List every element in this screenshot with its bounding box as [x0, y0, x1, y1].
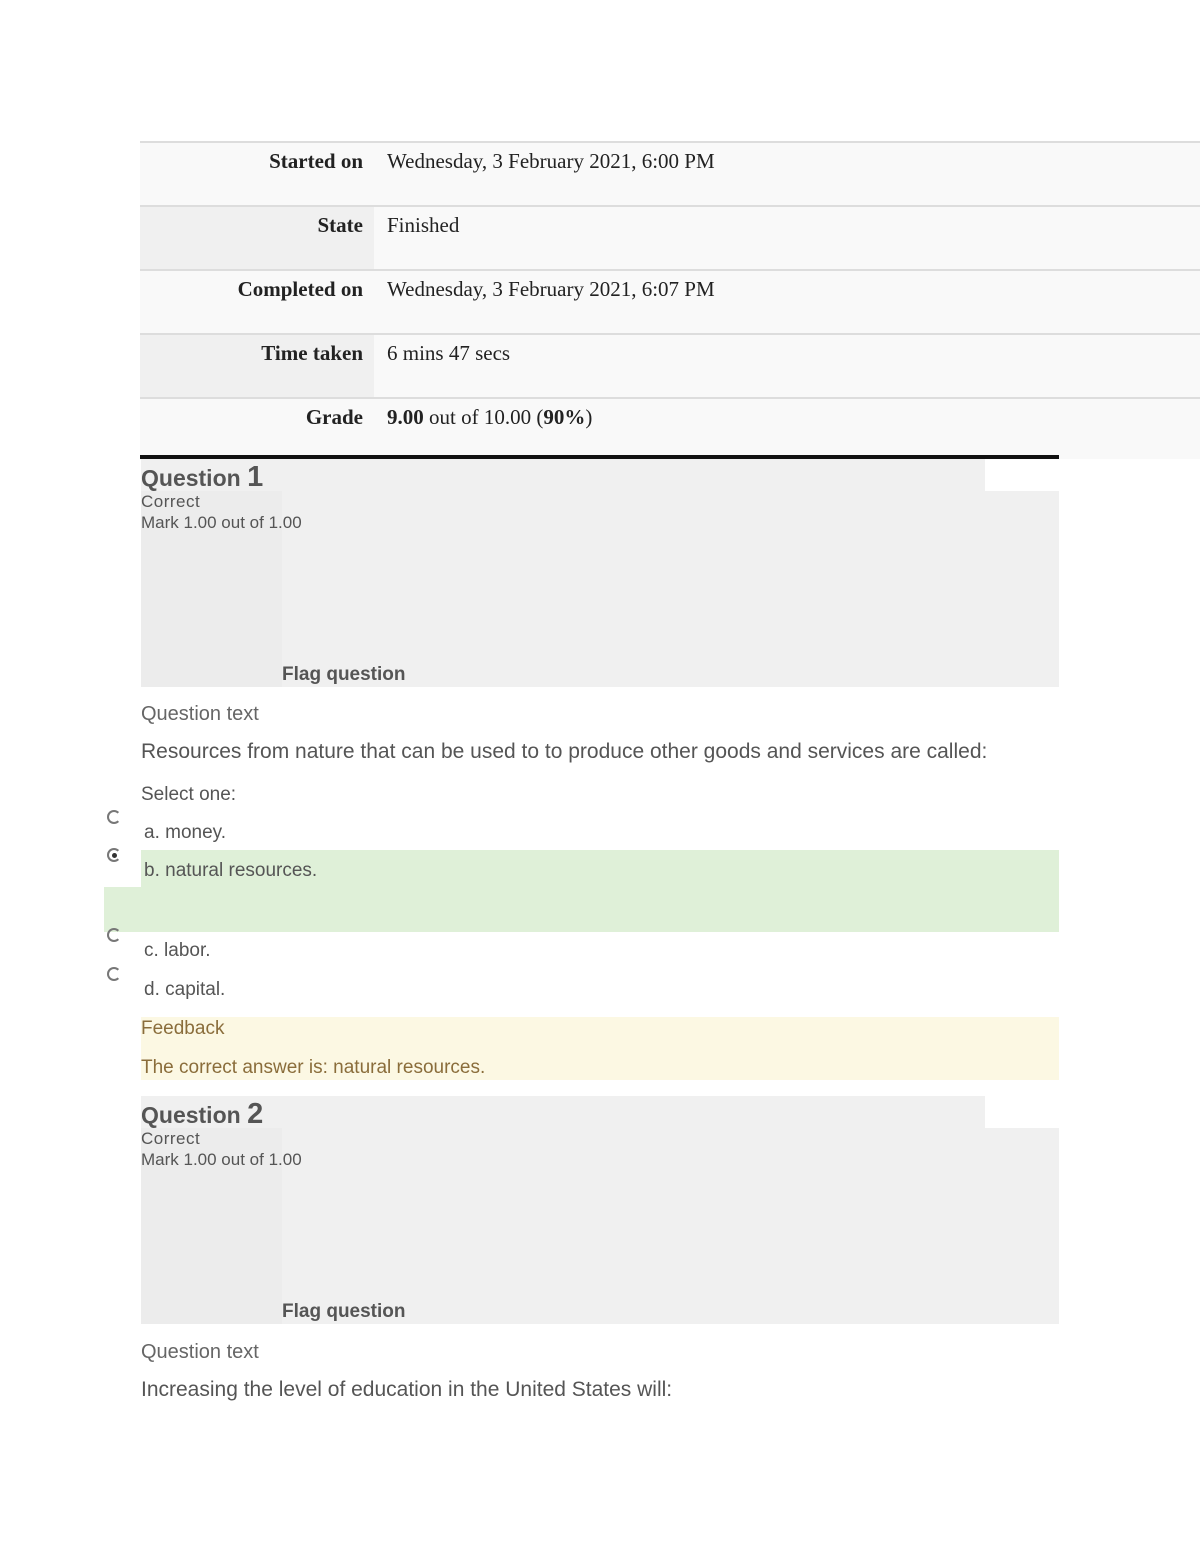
question-state: Correct [141, 1129, 201, 1148]
summary-label: Time taken [261, 341, 363, 365]
grade-percent: 90% [543, 405, 586, 429]
question-title: Question 2 [141, 1098, 264, 1130]
feedback-text: The correct answer is: natural resources. [141, 1057, 486, 1078]
summary-label: Completed on [237, 277, 363, 301]
question-number: 1 [247, 461, 264, 493]
flag-question-link[interactable]: Flag question [282, 664, 406, 685]
answer-label: b. natural resources. [144, 860, 318, 881]
radio-button-checked[interactable] [107, 848, 121, 862]
question-text-label: Question text [141, 1341, 259, 1363]
question-number: 2 [247, 1098, 264, 1130]
grade-score: 9.00 [387, 405, 424, 429]
summary-value: Wednesday, 3 February 2021, 6:00 PM [374, 143, 1200, 205]
attempt-summary-table [140, 141, 1200, 459]
answer-label: d. capital. [144, 979, 226, 1000]
question-text: Increasing the level of education in the United States will: [141, 1378, 673, 1401]
answer-label: c. labor. [144, 940, 211, 961]
question-2-info [141, 1096, 1059, 1324]
question-state: Correct [141, 492, 201, 511]
question-title: Question 1 [141, 461, 264, 493]
summary-label: Started on [269, 149, 363, 173]
question-mark: Mark 1.00 out of 1.00 [141, 1150, 302, 1169]
feedback-heading: Feedback [141, 1018, 225, 1039]
flag-question-link[interactable]: Flag question [282, 1301, 406, 1322]
summary-row-state [140, 205, 1200, 269]
feedback-box [141, 1017, 1059, 1080]
question-mark: Mark 1.00 out of 1.00 [141, 513, 302, 532]
radio-button[interactable] [107, 810, 121, 824]
select-one-label: Select one: [141, 784, 237, 805]
grade-value [374, 399, 1200, 459]
answer-label: a. money. [144, 822, 227, 843]
summary-row-completed [140, 269, 1200, 333]
summary-label: State [317, 213, 363, 237]
summary-value: 6 mins 47 secs [374, 335, 1200, 397]
grade-close: ) [585, 405, 593, 429]
summary-row-started [140, 141, 1200, 205]
summary-row-time-taken [140, 333, 1200, 397]
summary-label: Grade [305, 405, 363, 429]
summary-row-grade [140, 397, 1200, 459]
radio-button[interactable] [107, 967, 121, 981]
question-text-label: Question text [141, 703, 259, 725]
summary-value: Finished [374, 207, 1200, 269]
question-text: Resources from nature that can be used to to produce other goods and services are called: [141, 740, 988, 763]
summary-value: Wednesday, 3 February 2021, 6:07 PM [374, 271, 1200, 333]
radio-button[interactable] [107, 928, 121, 942]
grade-out-of: out of 10.00 ( [423, 405, 544, 429]
question-1-info [141, 459, 1059, 687]
